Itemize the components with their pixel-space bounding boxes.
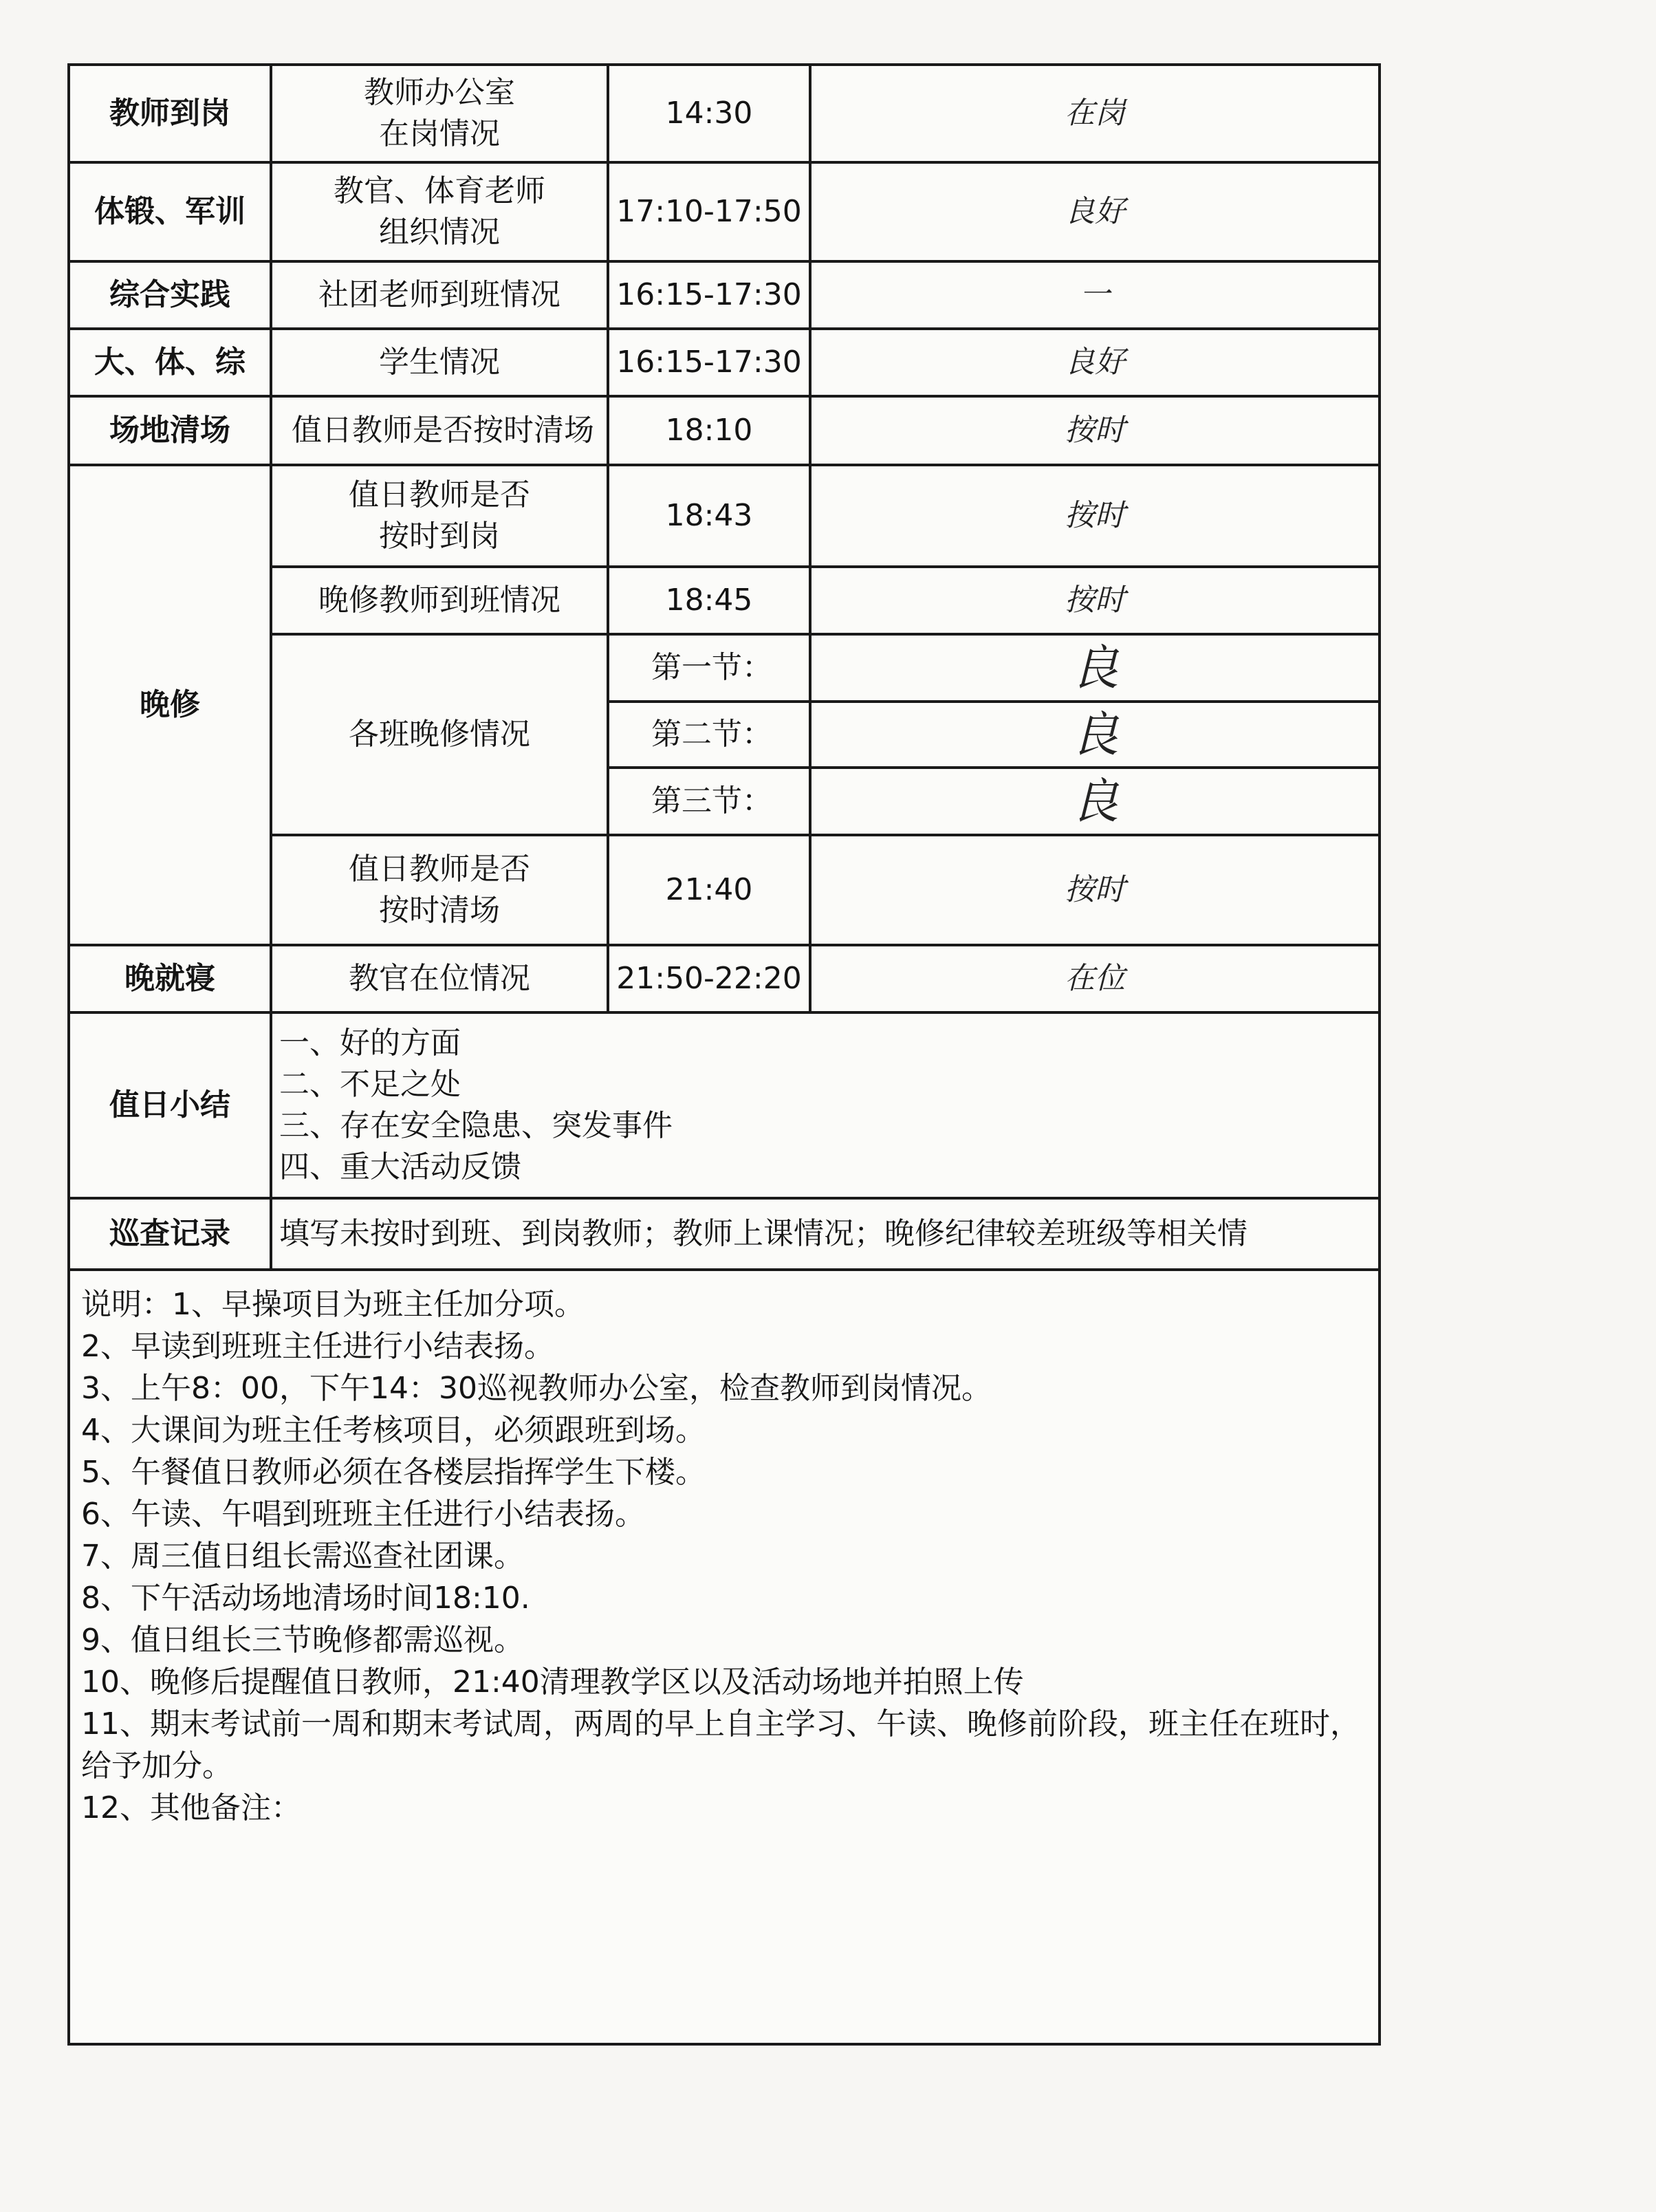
time-cell: 16:15-17:30	[608, 261, 810, 329]
table-row	[70, 465, 1378, 567]
duty-table	[70, 66, 1378, 1271]
period-label: 第三节：	[608, 768, 810, 835]
note-line: 9、值日组长三节晚修都需巡视。	[81, 1623, 524, 1658]
time-cell: 18:43	[608, 465, 810, 567]
note-line: 8、下午活动场地清场时间18:10.	[81, 1581, 530, 1616]
duty-record-sheet	[67, 63, 1381, 2046]
note-line: 2、早读到班班主任进行小结表扬。	[81, 1329, 554, 1364]
handwritten-result: 在岗	[810, 66, 1378, 162]
item-cell: 学生情况	[271, 329, 608, 396]
item-cell: 社团老师到班情况	[271, 261, 608, 329]
note-line: 11、期末考试前一周和期末考试周，两周的早上自主学习、午读、晚修前阶段，班主任在班时，给予加分。	[81, 1706, 1360, 1783]
period-label: 第一节：	[608, 634, 810, 702]
handwritten-result: 按时	[810, 835, 1378, 945]
item-cell: 教官在位情况	[271, 945, 608, 1012]
time-cell: 18:10	[608, 396, 810, 465]
table-row	[70, 261, 1378, 329]
table-row	[70, 329, 1378, 396]
handwritten-result: 按时	[810, 465, 1378, 567]
summary-line: 二、不足之处	[279, 1067, 461, 1102]
category-cell: 体锻、军训	[70, 162, 271, 261]
note-line: 10、晚修后提醒值日教师，21:40清理教学区以及活动场地并拍照上传	[81, 1665, 1024, 1700]
item-line: 值日教师是否	[349, 852, 530, 887]
item-cell	[271, 465, 608, 567]
item-line: 值日教师是否	[349, 477, 530, 512]
patrol-instruction: 填写未按时到班、到岗教师；教师上课情况；晚修纪律较差班级等相关情	[271, 1198, 1378, 1270]
handwritten-result: 良	[810, 702, 1378, 768]
item-line: 教师办公室	[364, 75, 515, 110]
note-line: 4、大课间为班主任考核项目，必须跟班到场。	[81, 1413, 706, 1448]
note-line: 12、其他备注：	[81, 1790, 301, 1825]
item-line: 按时到岗	[379, 519, 500, 554]
item-line: 教官、体育老师	[334, 173, 545, 208]
table-row	[70, 162, 1378, 261]
table-row	[70, 66, 1378, 162]
handwritten-result: 按时	[810, 396, 1378, 465]
note-line: 7、周三值日组长需巡查社团课。	[81, 1539, 524, 1574]
item-cell: 晚修教师到班情况	[271, 567, 608, 634]
time-cell: 16:15-17:30	[608, 329, 810, 396]
note-line: 说明：1、早操项目为班主任加分项。	[81, 1287, 585, 1322]
category-cell: 场地清场	[70, 396, 271, 465]
handwritten-result: 良	[810, 768, 1378, 835]
item-cell: 各班晚修情况	[271, 634, 608, 835]
handwritten-result: 良好	[810, 162, 1378, 261]
summary-line: 三、存在安全隐患、突发事件	[279, 1108, 673, 1143]
time-cell: 18:45	[608, 567, 810, 634]
time-cell: 14:30	[608, 66, 810, 162]
category-cell: 大、体、综	[70, 329, 271, 396]
handwritten-result: 在位	[810, 945, 1378, 1012]
item-cell	[271, 66, 608, 162]
summary-line: 四、重大活动反馈	[279, 1149, 521, 1184]
category-cell-evening: 晚修	[70, 465, 271, 945]
note-line: 5、午餐值日教师必须在各楼层指挥学生下楼。	[81, 1455, 706, 1490]
category-cell: 巡查记录	[70, 1198, 271, 1270]
summary-line: 一、好的方面	[279, 1026, 461, 1061]
item-cell	[271, 162, 608, 261]
handwritten-result: 按时	[810, 567, 1378, 634]
handwritten-result: 良	[810, 634, 1378, 702]
summary-items	[271, 1012, 1378, 1198]
period-label: 第二节：	[608, 702, 810, 768]
category-cell: 值日小结	[70, 1012, 271, 1198]
table-row	[70, 945, 1378, 1012]
time-cell: 17:10-17:50	[608, 162, 810, 261]
time-cell: 21:40	[608, 835, 810, 945]
category-cell: 综合实践	[70, 261, 271, 329]
note-line: 6、午读、午唱到班班主任进行小结表扬。	[81, 1497, 645, 1532]
category-cell: 晚就寝	[70, 945, 271, 1012]
item-cell: 值日教师是否按时清场	[271, 396, 608, 465]
category-cell: 教师到岗	[70, 66, 271, 162]
table-row	[70, 396, 1378, 465]
item-line: 在岗情况	[379, 116, 500, 151]
table-row	[70, 1012, 1378, 1198]
table-row	[70, 1198, 1378, 1270]
notes-section	[81, 1283, 1367, 1829]
time-cell: 21:50-22:20	[608, 945, 810, 1012]
handwritten-result: 良好	[810, 329, 1378, 396]
item-line: 按时清场	[379, 893, 500, 928]
item-line: 组织情况	[379, 215, 500, 250]
item-cell	[271, 835, 608, 945]
note-line: 3、上午8：00，下午14：30巡视教师办公室，检查教师到岗情况。	[81, 1371, 992, 1406]
handwritten-result: 一	[810, 261, 1378, 329]
